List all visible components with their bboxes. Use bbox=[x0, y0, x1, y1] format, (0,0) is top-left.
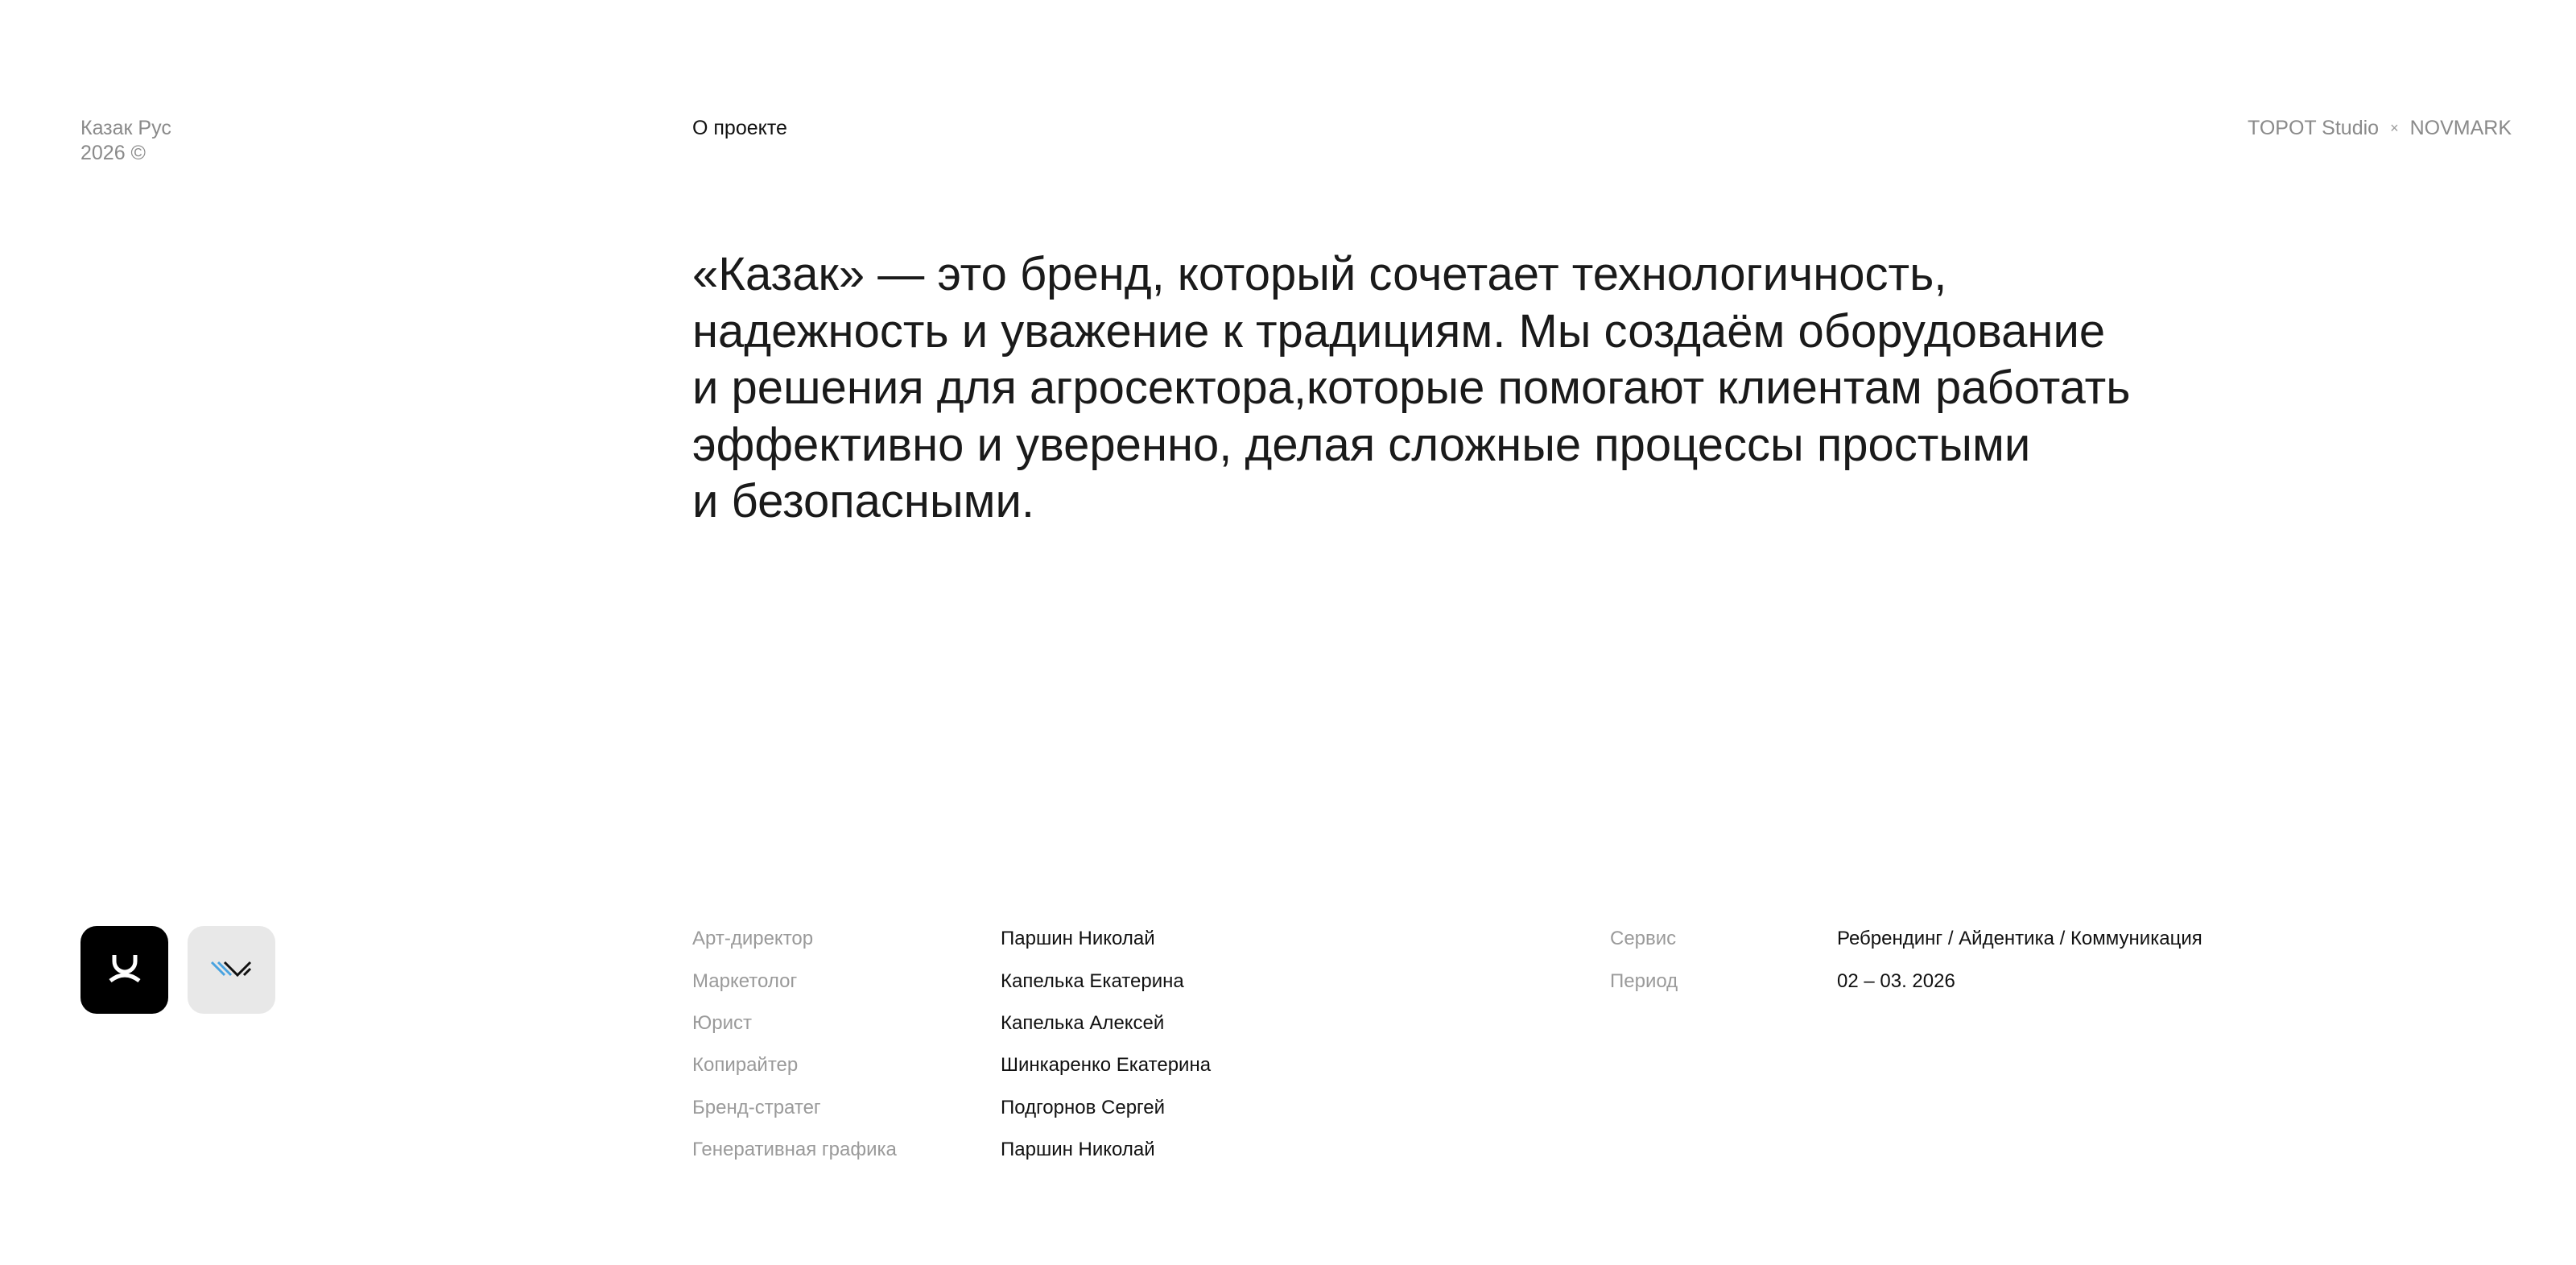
brand-name: Казак Рус bbox=[80, 117, 171, 139]
team-row bbox=[692, 1129, 1211, 1171]
team-role: Бренд-стратег bbox=[692, 1096, 821, 1118]
meta-value-service: Ребрендинг / Айдентика / Коммуникация bbox=[1837, 928, 2202, 950]
team-role: Копирайтер bbox=[692, 1054, 799, 1077]
team-row bbox=[692, 1002, 1211, 1044]
statement-line: и решения для агросектора,которые помогают клиентам работать bbox=[692, 362, 2131, 414]
logo-group bbox=[80, 926, 275, 1014]
credits-studio: TOPOT Studio bbox=[2248, 117, 2380, 139]
kazak-logo-tile bbox=[80, 926, 168, 1014]
team-list bbox=[692, 918, 1211, 1171]
team-row bbox=[692, 918, 1211, 960]
credits-header bbox=[2248, 116, 2512, 141]
team-row bbox=[692, 1044, 1211, 1086]
team-role: Маркетолог bbox=[692, 969, 798, 992]
novmark-logo-tile bbox=[188, 926, 275, 1014]
brand-block bbox=[80, 116, 171, 166]
team-member-name: Шинкаренко Екатерина bbox=[1001, 1054, 1212, 1077]
statement-line: эффективно и уверенно, делая сложные процессы простыми bbox=[692, 418, 2031, 471]
meta-label-service: Сервис bbox=[1610, 928, 1677, 950]
meta-value-period: 02 – 03. 2026 bbox=[1837, 969, 1955, 992]
credits-separator: × bbox=[2390, 120, 2399, 136]
team-member-name: Паршин Николай bbox=[1001, 928, 1155, 950]
team-role: Юрист bbox=[692, 1011, 752, 1034]
team-member-name: Капелька Екатерина bbox=[1001, 969, 1184, 992]
team-member-name: Подгорнов Сергей bbox=[1001, 1096, 1166, 1118]
team-role: Арт-директор bbox=[692, 928, 814, 950]
team-row bbox=[692, 1087, 1211, 1129]
team-row bbox=[692, 960, 1211, 1002]
team-member-name: Капелька Алексей bbox=[1001, 1011, 1165, 1034]
section-title: О проекте bbox=[692, 117, 787, 139]
statement-line: надежность и уважение к традициям. Мы создаём оборудование bbox=[692, 304, 2106, 358]
kazak-logo-icon bbox=[107, 950, 142, 990]
credits-partner: NOVMARK bbox=[2409, 117, 2512, 139]
team-role: Генеративная графика bbox=[692, 1139, 897, 1161]
team-member-name: Паршин Николай bbox=[1001, 1139, 1155, 1161]
project-meta bbox=[1610, 918, 2202, 1002]
statement-line: и безопасными. bbox=[692, 475, 1035, 527]
statement-line: «Казак» — это бренд, который сочетает технологичность, bbox=[692, 248, 1947, 300]
project-statement bbox=[692, 246, 2302, 531]
meta-row bbox=[1610, 960, 2202, 1002]
brand-year: 2026 © bbox=[80, 142, 146, 164]
novmark-logo-icon bbox=[210, 957, 254, 982]
meta-row bbox=[1610, 918, 2202, 960]
meta-label-period: Период bbox=[1610, 969, 1678, 992]
